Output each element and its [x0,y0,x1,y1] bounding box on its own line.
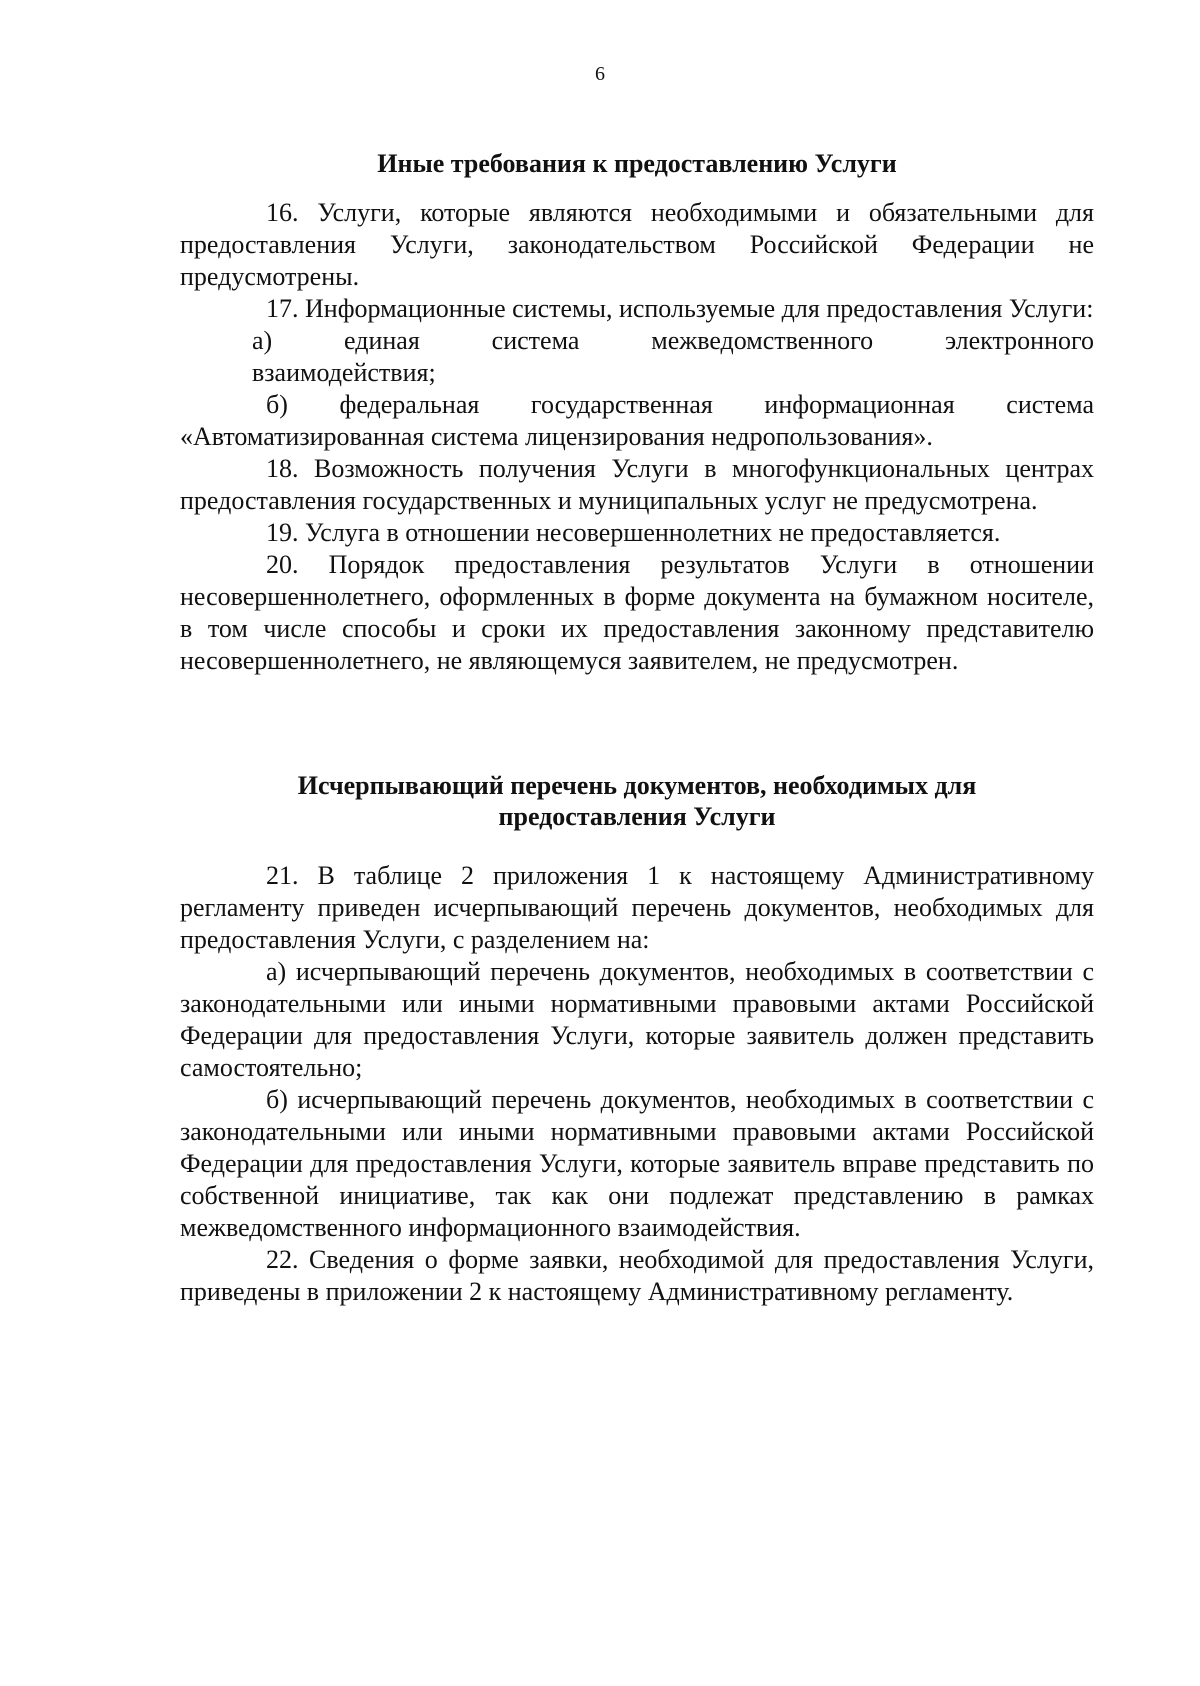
section1-body [180,197,1094,677]
section-heading: Иные требования к предоставлению Услуги [377,149,897,178]
paragraph-22: 22. Сведения о форме заявки, необходимой для предоставления Услуги, приведены в приложении 2 к настоящему Административному регламенту. [180,1245,1094,1306]
section-other-requirements [180,148,1094,179]
paragraph-17b: б) федеральная государственная информационная система «Автоматизированная система лицензирования недропользования». [180,390,1094,451]
paragraph-19: 19. Услуга в отношении несовершеннолетних не предоставляется. [266,518,1001,547]
paragraph-17a-tail: взаимодействия; [252,358,436,387]
paragraph-20: 20. Порядок предоставления результатов Услуги в отношении несовершеннолетнего, оформленных в форме документа на бумажном носителе, в том числе способы и сроки их предоставления законному представителю несовершеннолетнего, не являющемуся заявителем, не предусмотрен. [180,550,1094,675]
section-heading-line2: предоставления Услуги [498,802,776,831]
section-documents-list [180,770,1094,832]
paragraph-18: 18. Возможность получения Услуги в многофункциональных центрах предоставления государственных и муниципальных услуг не предусмотрена. [180,454,1094,515]
paragraph-21: 21. В таблице 2 приложения 1 к настоящему Административному регламенту приведен исчерпывающий перечень документов, необходимых для предоставления Услуги, с разделением на: [180,861,1094,954]
paragraph-17a: а) единая система межведомственного электронного [252,326,1094,355]
section-heading-line1: Исчерпывающий перечень документов, необходимых для [297,771,977,800]
section2-body [180,860,1094,1308]
paragraph-17: 17. Информационные системы, используемые для предоставления Услуги: [266,294,1094,323]
paragraph-21a: а) исчерпывающий перечень документов, необходимых в соответствии с законодательными или иными нормативными правовыми актами Российской Федерации для предоставления Услуги, которые заявитель должен представить самостоятельно; [180,957,1094,1082]
paragraph-16: 16. Услуги, которые являются необходимыми и обязательными для предоставления Услуги, законодательством Российской Федерации не предусмотрены. [180,198,1094,291]
page-number: 6 [595,63,605,85]
paragraph-21b: б) исчерпывающий перечень документов, необходимых в соответствии с законодательными или иными нормативными правовыми актами Российской Федерации для предоставления Услуги, которые заявитель вправе представить по собственной инициативе, так как они подлежат представлению в рамках межведомственного информационного взаимодействия. [180,1085,1094,1242]
